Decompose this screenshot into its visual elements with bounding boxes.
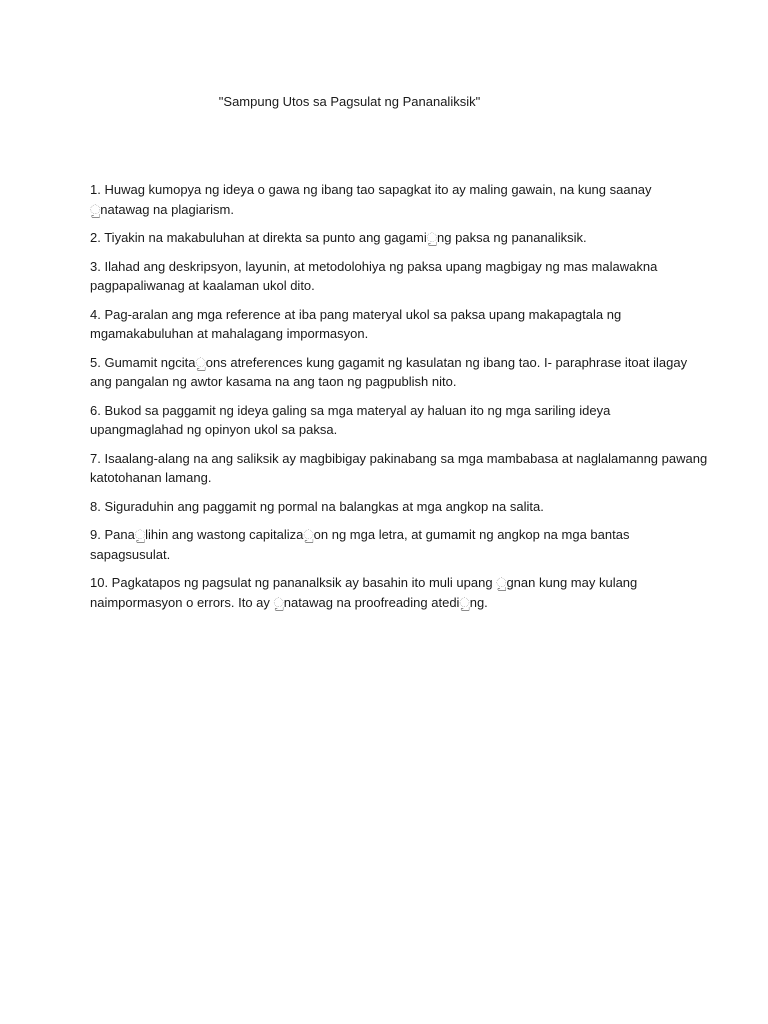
list-item [90, 228, 690, 248]
item-line: 4. Pag-aralan ang mga reference at iba pang materyal ukol sa paksa upang makapagtala ng [90, 306, 622, 322]
list-item [90, 180, 690, 219]
list-item [90, 305, 690, 344]
list-item [90, 525, 690, 564]
item-line: 3. Ilahad ang deskripsyon, layunin, at metodolohiya ng paksa upang magbigay ng mas malawakna [90, 258, 658, 274]
item-line: pagpapaliwanag at kaalaman ukol dito. [90, 278, 315, 293]
item-line: 9. Panaුlihin ang wastong capitalizaුon ng mga letra, at gumamit ng angkop na mga bantas [90, 527, 630, 542]
item-line: ුnatawag na plagiarism. [90, 201, 234, 217]
item-line: sapagsusulat. [90, 546, 171, 562]
list-item [90, 497, 690, 517]
list-item [90, 573, 690, 612]
item-line: upangmaglahad ng opinyon ukol sa paksa. [90, 422, 338, 437]
list-item [90, 257, 690, 296]
item-line: naimpormasyon o errors. Ito ay ුnatawag na proofreading atediුng. [90, 594, 488, 610]
list-item [90, 353, 690, 392]
item-line: 7. Isaalang-alang na ang saliksik ay magbibigay pakinabang sa mga mambabasa at naglalamanng pawang [90, 450, 708, 466]
item-line: ang pangalan ng awtor kasama na ang taon ng pagpublish nito. [90, 374, 457, 389]
item-line: 1. Huwag kumopya ng ideya o gawa ng ibang tao sapagkat ito ay maling gawain, na kung saanay [90, 182, 652, 197]
item-line: mgamakabuluhan at mahalagang impormasyon. [90, 326, 369, 341]
item-line: katotohanan lamang. [90, 470, 212, 485]
item-line: 2. Tiyakin na makabuluhan at direkta sa punto ang gagamiුng paksa ng pananaliksik. [90, 230, 587, 245]
list-item [90, 401, 690, 440]
item-line: 10. Pagkatapos ng pagsulat ng pananalksik ay basahin ito muli upang ුgnan kung may kulang [90, 575, 638, 590]
item-line: 8. Siguraduhin ang paggamit ng pormal na balangkas at mga angkop na salita. [90, 498, 544, 514]
item-line: 6. Bukod sa paggamit ng ideya galing sa mga materyal ay haluan ito ng mga sariling ideya [90, 402, 611, 418]
list-item [90, 449, 708, 488]
item-line: 5. Gumamit ngcitaුons atreferences kung gagamit ng kasulatan ng ibang tao. I- paraphrase itoat ilagay [90, 354, 688, 370]
document-title: "Sampung Utos sa Pagsulat ng Pananaliksik" [218, 94, 481, 109]
rules-list [90, 180, 708, 621]
